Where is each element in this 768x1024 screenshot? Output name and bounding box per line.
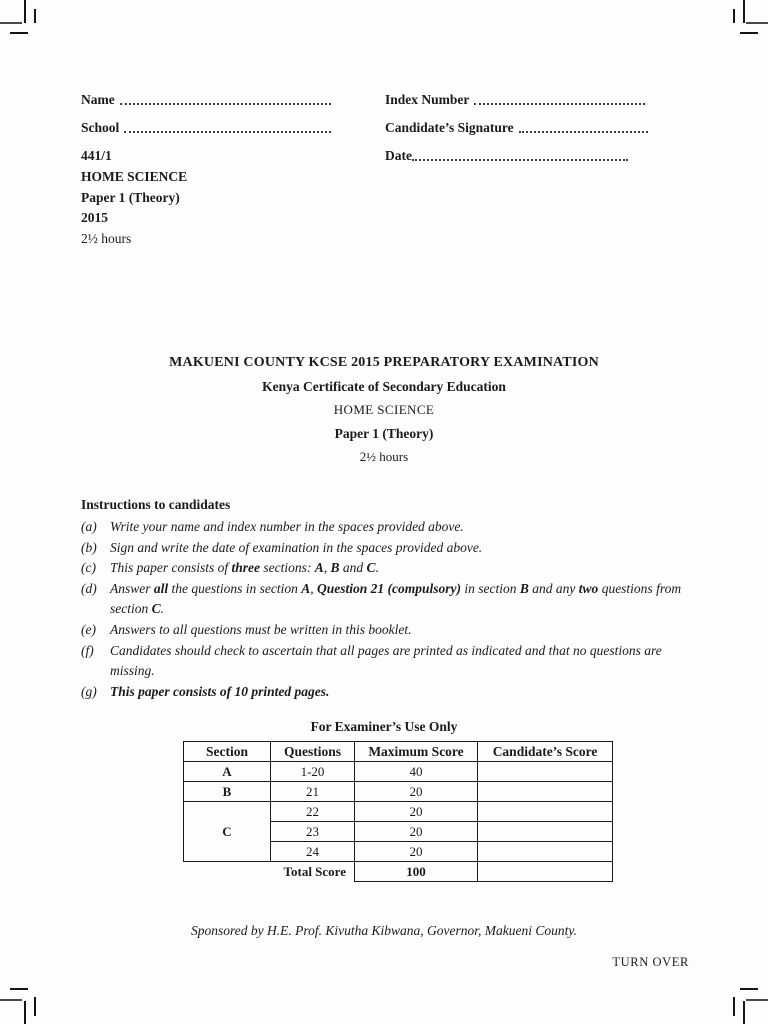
subject-name: HOME SCIENCE [81, 168, 188, 184]
exam-title-line: Paper 1 (Theory) [334, 425, 434, 441]
max-score-cell: 20 [355, 782, 478, 802]
examiner-table-caption: For Examiner’s Use Only [310, 719, 458, 734]
examiner-table-header-cell: Section [184, 742, 271, 762]
questions-cell: 21 [271, 782, 355, 802]
max-score-cell: 20 [355, 802, 478, 822]
examiner-table-header-cell: Questions [271, 742, 355, 762]
exam-title-line: MAKUENI COUNTY KCSE 2015 PREPARATORY EXAMINATION [169, 355, 599, 370]
instruction-item [81, 558, 693, 579]
instruction-item-text: Answer all the questions in section A, Question 21 (compulsory) in section B and any two questions from section C. [110, 580, 682, 617]
instruction-item-text: Sign and write the date of examination in the spaces provided above. [110, 539, 483, 555]
instruction-item-text: This paper consists of three sections: A, B and C. [110, 560, 379, 576]
index-number-dotted-line [474, 103, 645, 105]
instruction-item-text: Candidates should check to ascertain that all pages are printed as indicated and that no questions are missing. [110, 642, 662, 679]
crop-mark [743, 0, 745, 23]
exam-year: 2015 [81, 210, 108, 226]
name-field [81, 91, 331, 108]
crop-mark [743, 1001, 745, 1024]
max-score-cell: 20 [355, 822, 478, 842]
name-dotted-line [120, 103, 331, 105]
exam-title-line: 2½ hours [359, 449, 409, 464]
date-dotted-line [412, 159, 628, 161]
signature-dotted-line [519, 131, 648, 133]
crop-mark [733, 997, 735, 1016]
school-label: School [81, 120, 120, 135]
candidate-score-cell [478, 822, 613, 842]
instruction-item [81, 620, 693, 641]
examiner-table-row [184, 762, 613, 782]
examiner-table-row [184, 802, 613, 822]
section-cell: B [184, 782, 271, 802]
exam-title-line: Kenya Certificate of Secondary Education [262, 378, 506, 394]
candidate-score-cell [478, 782, 613, 802]
questions-cell: 1-20 [271, 762, 355, 782]
instruction-item [81, 538, 693, 559]
signature-field [385, 119, 648, 136]
candidate-score-cell [478, 802, 613, 822]
instruction-item [81, 579, 693, 620]
crop-mark [0, 22, 22, 24]
signature-label: Candidate’s Signature [385, 120, 514, 135]
max-score-cell: 40 [355, 762, 478, 782]
instructions-list [81, 517, 693, 702]
examiner-table-header-row [184, 742, 613, 762]
crop-mark [34, 997, 36, 1016]
section-cell: C [184, 802, 271, 862]
questions-cell: 24 [271, 842, 355, 862]
crop-mark [746, 22, 768, 24]
crop-mark [740, 32, 758, 34]
instruction-item [81, 682, 693, 703]
section-cell: A [184, 762, 271, 782]
instruction-item [81, 641, 693, 682]
paper-title: Paper 1 (Theory) [81, 189, 180, 205]
school-field [81, 119, 331, 136]
examiner-table-header-cell: Candidate’s Score [478, 742, 613, 762]
crop-mark [733, 9, 735, 23]
instruction-item-label: (c) [81, 560, 96, 576]
instruction-item-label: (b) [81, 539, 97, 555]
paper-code-block [81, 146, 187, 250]
crop-mark [0, 999, 22, 1001]
crop-mark [10, 988, 28, 990]
total-candidate-score-cell [478, 862, 613, 882]
examiner-table-body [184, 762, 613, 882]
crop-mark [24, 0, 26, 23]
candidate-score-cell [478, 762, 613, 782]
max-score-cell: 20 [355, 842, 478, 862]
examiner-section [0, 718, 768, 882]
name-label: Name [81, 92, 115, 107]
examiner-table-row [184, 782, 613, 802]
instruction-item-text: Answers to all questions must be written in this booklet. [110, 621, 412, 637]
instructions-section [81, 496, 693, 702]
exam-title-block [0, 354, 768, 472]
questions-cell: 22 [271, 802, 355, 822]
instruction-item-text: This paper consists of 10 printed pages. [110, 683, 330, 699]
date-label: Date [385, 148, 412, 163]
instruction-item [81, 517, 693, 538]
paper-code: 441/1 [81, 148, 112, 163]
total-score-label: Total Score [184, 862, 355, 882]
crop-mark [34, 9, 36, 23]
index-number-field [385, 91, 645, 108]
date-field [385, 147, 628, 164]
turn-over-label: TURN OVER [612, 955, 689, 969]
instruction-item-text: Write your name and index number in the spaces provided above. [110, 519, 464, 534]
sponsor-line: Sponsored by H.E. Prof. Kivutha Kibwana, Governor, Makueni County. [191, 923, 577, 938]
crop-mark [24, 1001, 26, 1024]
crop-mark [740, 988, 758, 990]
crop-mark [746, 999, 768, 1001]
instruction-item-label: (a) [81, 519, 97, 534]
instruction-item-label: (e) [81, 621, 96, 637]
index-number-label: Index Number [385, 92, 470, 107]
examiner-table-total-row [184, 862, 613, 882]
examiner-table-header-cell: Maximum Score [355, 742, 478, 762]
instructions-heading: Instructions to candidates [81, 497, 231, 512]
instruction-item-label: (f) [81, 642, 94, 658]
instruction-item-label: (g) [81, 683, 97, 699]
crop-mark [10, 32, 28, 34]
examiner-table [183, 741, 613, 882]
instruction-item-label: (d) [81, 580, 97, 596]
exam-duration: 2½ hours [81, 231, 132, 247]
questions-cell: 23 [271, 822, 355, 842]
school-dotted-line [124, 131, 331, 133]
exam-title-line: HOME SCIENCE [333, 402, 435, 417]
total-score-value: 100 [355, 862, 478, 882]
candidate-score-cell [478, 842, 613, 862]
